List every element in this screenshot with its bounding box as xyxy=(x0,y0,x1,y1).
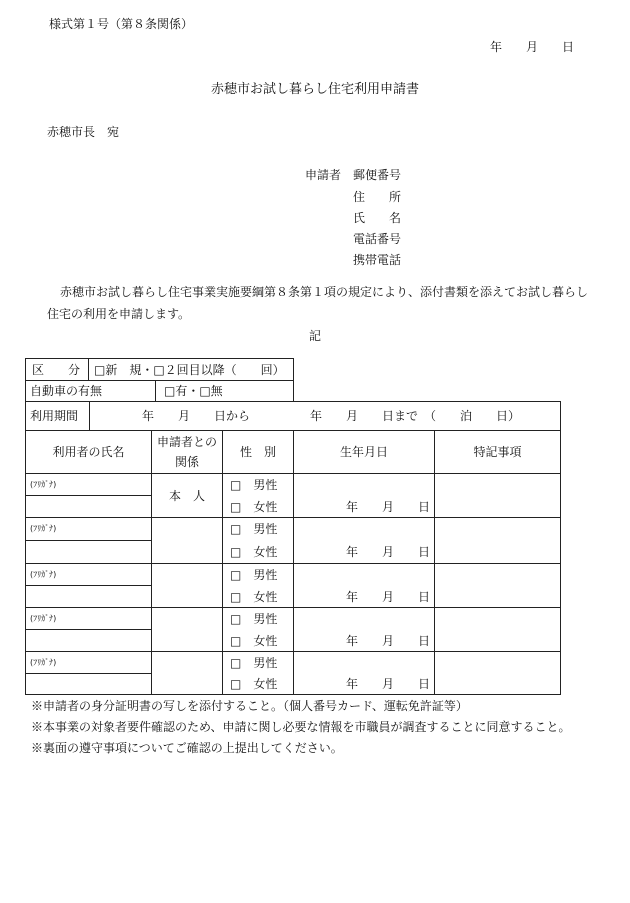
application-text-line2: 住宅の利用を申請します。 xyxy=(47,307,191,321)
period-value[interactable]: 年 月 日から 年 月 日まで （ 泊 日） xyxy=(142,409,521,423)
gender-male-checkbox[interactable]: □ 男性 xyxy=(230,477,278,492)
car-label: 自動車の有無 xyxy=(30,384,103,398)
gender-female-checkbox[interactable]: □ 女性 xyxy=(230,633,278,648)
gender-female-checkbox[interactable]: □ 女性 xyxy=(230,677,278,691)
birthdate-value[interactable]: 年 月 日 xyxy=(346,589,431,604)
period-label: 利用期間 xyxy=(30,409,79,423)
applicant-label: 申請者 xyxy=(305,168,342,182)
page-title: 赤穂市お試し暮らし住宅利用申請書 xyxy=(210,82,419,97)
note-item: ※申請者の身分証明書の写しを添付すること。（個人番号カード、運転免許証等） xyxy=(31,699,468,713)
gender-female-checkbox[interactable]: □ 女性 xyxy=(230,499,278,514)
gender-female-checkbox[interactable]: □ 女性 xyxy=(230,545,278,559)
gender-female-checkbox[interactable]: □ 女性 xyxy=(230,589,278,604)
mobile-phone-field[interactable]: 携帯電話 xyxy=(353,253,402,267)
table-line xyxy=(88,358,89,380)
user-name-input[interactable] xyxy=(26,630,151,651)
postal-code-field[interactable]: 郵便番号 xyxy=(353,168,402,182)
header-notes: 特記事項 xyxy=(473,445,522,459)
category-label: 区 分 xyxy=(32,362,81,377)
header-name: 利用者の氏名 xyxy=(52,445,125,459)
form-number: 様式第１号（第８条関係） xyxy=(49,17,194,31)
table-line xyxy=(293,358,294,401)
gender-male-checkbox[interactable]: □ 男性 xyxy=(230,655,278,670)
gender-male-checkbox[interactable]: □ 男性 xyxy=(230,522,278,536)
furigana-label: (ﾌﾘｶﾞﾅ) xyxy=(30,613,57,623)
address-field[interactable]: 住 所 xyxy=(353,190,402,204)
furigana-label: (ﾌﾘｶﾞﾅ) xyxy=(30,569,57,579)
header-relation-line2: 関係 xyxy=(174,455,199,469)
addressee: 赤穂市長 宛 xyxy=(47,125,120,139)
name-field[interactable]: 氏 名 xyxy=(353,211,402,225)
relation-value: 本 人 xyxy=(168,488,205,503)
header-relation xyxy=(152,431,222,473)
birthdate-value[interactable]: 年 月 日 xyxy=(346,633,431,648)
relation-value[interactable] xyxy=(152,652,222,694)
phone-field[interactable]: 電話番号 xyxy=(353,232,402,246)
furigana-label: (ﾌﾘｶﾞﾅ) xyxy=(30,524,57,533)
submission-date: 年 月 日 xyxy=(490,40,575,54)
user-name-input[interactable] xyxy=(26,674,151,694)
table-line xyxy=(89,401,90,430)
birthdate-value[interactable]: 年 月 日 xyxy=(346,677,431,691)
table-line xyxy=(560,401,561,695)
note-item: ※本事業の対象者要件確認のため、申請に関し必要な情報を市職員が調査することに同意すること。 xyxy=(31,720,571,734)
user-name-input[interactable] xyxy=(26,496,151,517)
ki-mark: 記 xyxy=(308,329,321,343)
table-line xyxy=(155,380,156,401)
furigana-label: (ﾌﾘｶﾞﾅ) xyxy=(30,479,57,489)
relation-value[interactable] xyxy=(152,608,222,651)
user-name-input[interactable] xyxy=(26,586,151,607)
category-options[interactable]: □新 規・□２回目以降（ 回） xyxy=(94,362,285,377)
car-options[interactable]: □有・□無 xyxy=(164,384,223,398)
gender-male-checkbox[interactable]: □ 男性 xyxy=(230,611,278,626)
user-name-input[interactable] xyxy=(26,541,151,563)
header-relation-line1: 申請者との xyxy=(156,435,217,449)
relation-value[interactable] xyxy=(152,518,222,563)
relation-value[interactable] xyxy=(152,564,222,607)
header-gender: 性 別 xyxy=(239,445,276,459)
application-text-line1: 赤穂市お試し暮らし住宅事業実施要綱第８条第１項の規定により、添付書類を添えてお試し暮らし xyxy=(60,285,589,299)
header-birthdate: 生年月日 xyxy=(339,445,388,459)
birthdate-value[interactable]: 年 月 日 xyxy=(346,499,431,514)
furigana-label: (ﾌﾘｶﾞﾅ) xyxy=(30,657,57,667)
note-item: ※裏面の遵守事項についてご確認の上提出してください。 xyxy=(31,741,343,755)
gender-male-checkbox[interactable]: □ 男性 xyxy=(230,567,278,582)
birthdate-value[interactable]: 年 月 日 xyxy=(346,545,431,559)
